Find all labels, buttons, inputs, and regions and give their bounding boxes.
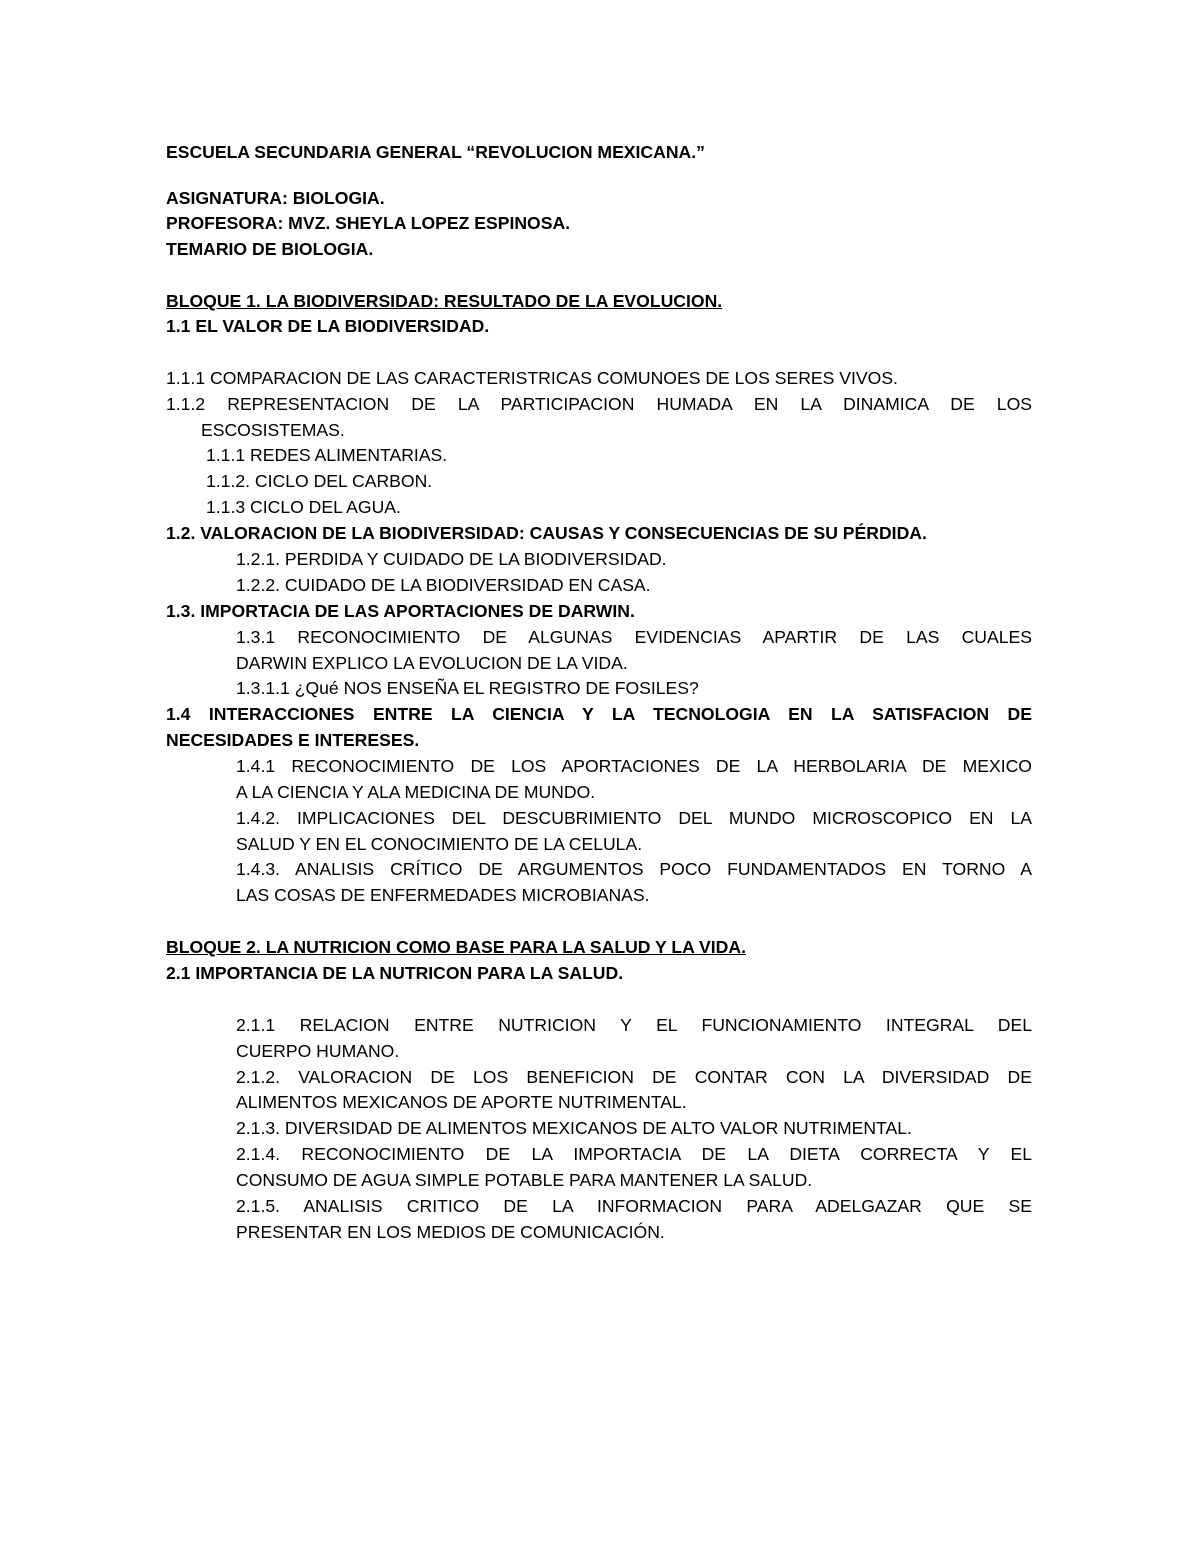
- item-2-1-3: 2.1.3. DIVERSIDAD DE ALIMENTOS MEXICANOS DE ALTO VALOR NUTRIMENTAL.: [236, 1118, 912, 1138]
- item-2-1-5-line-1: 2.1.5. ANALISIS CRITICO DE LA INFORMACION PARA ADELGAZAR QUE SE: [236, 1196, 1032, 1216]
- item-2-1-2-line-2: ALIMENTOS MEXICANOS DE APORTE NUTRIMENTAL.: [236, 1092, 687, 1112]
- item-1-4-3-line-2: LAS COSAS DE ENFERMEDADES MICROBIANAS.: [236, 885, 650, 905]
- item-2-1-1-line-1: 2.1.1 RELACION ENTRE NUTRICION Y EL FUNCIONAMIENTO INTEGRAL DEL: [236, 1015, 1032, 1035]
- section-2-1-heading: 2.1 IMPORTANCIA DE LA NUTRICON PARA LA SALUD.: [166, 963, 624, 983]
- item-2-1-4-line-2: CONSUMO DE AGUA SIMPLE POTABLE PARA MANTENER LA SALUD.: [236, 1170, 813, 1190]
- item-1-4-3-line-1: 1.4.3. ANALISIS CRÍTICO DE ARGUMENTOS POCO FUNDAMENTADOS EN TORNO A: [236, 859, 1032, 879]
- item-1-4-1-line-1: 1.4.1 RECONOCIMIENTO DE LOS APORTACIONES DE LA HERBOLARIA DE MEXICO: [236, 756, 1032, 776]
- syllabus-title: TEMARIO DE BIOLOGIA.: [166, 239, 374, 259]
- item-2-1-5-line-2: PRESENTAR EN LOS MEDIOS DE COMUNICACIÓN.: [236, 1222, 665, 1242]
- section-1-1-heading: 1.1 EL VALOR DE LA BIODIVERSIDAD.: [166, 316, 490, 336]
- block-1-title: BLOQUE 1. LA BIODIVERSIDAD: RESULTADO DE LA EVOLUCION.: [166, 291, 723, 311]
- subject-line: ASIGNATURA: BIOLOGIA.: [166, 188, 385, 208]
- item-1-2-2: 1.2.2. CUIDADO DE LA BIODIVERSIDAD EN CASA.: [236, 575, 651, 595]
- item-1-1-2-line-2: ESCOSISTEMAS.: [201, 420, 345, 440]
- item-1-2-1: 1.2.1. PERDIDA Y CUIDADO DE LA BIODIVERSIDAD.: [236, 549, 667, 569]
- item-2-1-2-line-1: 2.1.2. VALORACION DE LOS BENEFICION DE CONTAR CON LA DIVERSIDAD DE: [236, 1067, 1032, 1087]
- item-1-3-1-line-1: 1.3.1 RECONOCIMIENTO DE ALGUNAS EVIDENCIAS APARTIR DE LAS CUALES: [236, 627, 1032, 647]
- section-1-2-heading: 1.2. VALORACION DE LA BIODIVERSIDAD: CAUSAS Y CONSECUENCIAS DE SU PÉRDIDA.: [166, 523, 927, 543]
- item-1-3-1-line-2: DARWIN EXPLICO LA EVOLUCION DE LA VIDA.: [236, 653, 628, 673]
- item-2-1-1-line-2: CUERPO HUMANO.: [236, 1041, 400, 1061]
- section-1-3-heading: 1.3. IMPORTACIA DE LAS APORTACIONES DE DARWIN.: [166, 601, 635, 621]
- item-1-4-2-line-2: SALUD Y EN EL CONOCIMIENTO DE LA CELULA.: [236, 834, 643, 854]
- school-name: ESCUELA SECUNDARIA GENERAL “REVOLUCION MEXICANA.”: [166, 142, 705, 162]
- section-1-4-heading-line-2: NECESIDADES E INTERESES.: [166, 730, 420, 750]
- teacher-line: PROFESORA: MVZ. SHEYLA LOPEZ ESPINOSA.: [166, 213, 571, 233]
- subitem-redes-alimentarias: 1.1.1 REDES ALIMENTARIAS.: [206, 445, 448, 465]
- item-1-1-2-line-1: 1.1.2 REPRESENTACION DE LA PARTICIPACION HUMADA EN LA DINAMICA DE LOS: [166, 394, 1032, 414]
- item-1-4-1-line-2: A LA CIENCIA Y ALA MEDICINA DE MUNDO.: [236, 782, 596, 802]
- subitem-ciclo-agua: 1.1.3 CICLO DEL AGUA.: [206, 497, 401, 517]
- section-1-4-heading-line-1: 1.4 INTERACCIONES ENTRE LA CIENCIA Y LA TECNOLOGIA EN LA SATISFACION DE: [166, 704, 1032, 724]
- item-2-1-4-line-1: 2.1.4. RECONOCIMIENTO DE LA IMPORTACIA DE LA DIETA CORRECTA Y EL: [236, 1144, 1032, 1164]
- item-1-3-1-1: 1.3.1.1 ¿Qué NOS ENSEÑA EL REGISTRO DE FOSILES?: [236, 678, 699, 698]
- item-1-1-1: 1.1.1 COMPARACION DE LAS CARACTERISTRICAS COMUNOES DE LOS SERES VIVOS.: [166, 368, 898, 388]
- block-2-title: BLOQUE 2. LA NUTRICION COMO BASE PARA LA SALUD Y LA VIDA.: [166, 937, 746, 957]
- subitem-ciclo-carbon: 1.1.2. CICLO DEL CARBON.: [206, 471, 433, 491]
- item-1-4-2-line-1: 1.4.2. IMPLICACIONES DEL DESCUBRIMIENTO DEL MUNDO MICROSCOPICO EN LA: [236, 808, 1032, 828]
